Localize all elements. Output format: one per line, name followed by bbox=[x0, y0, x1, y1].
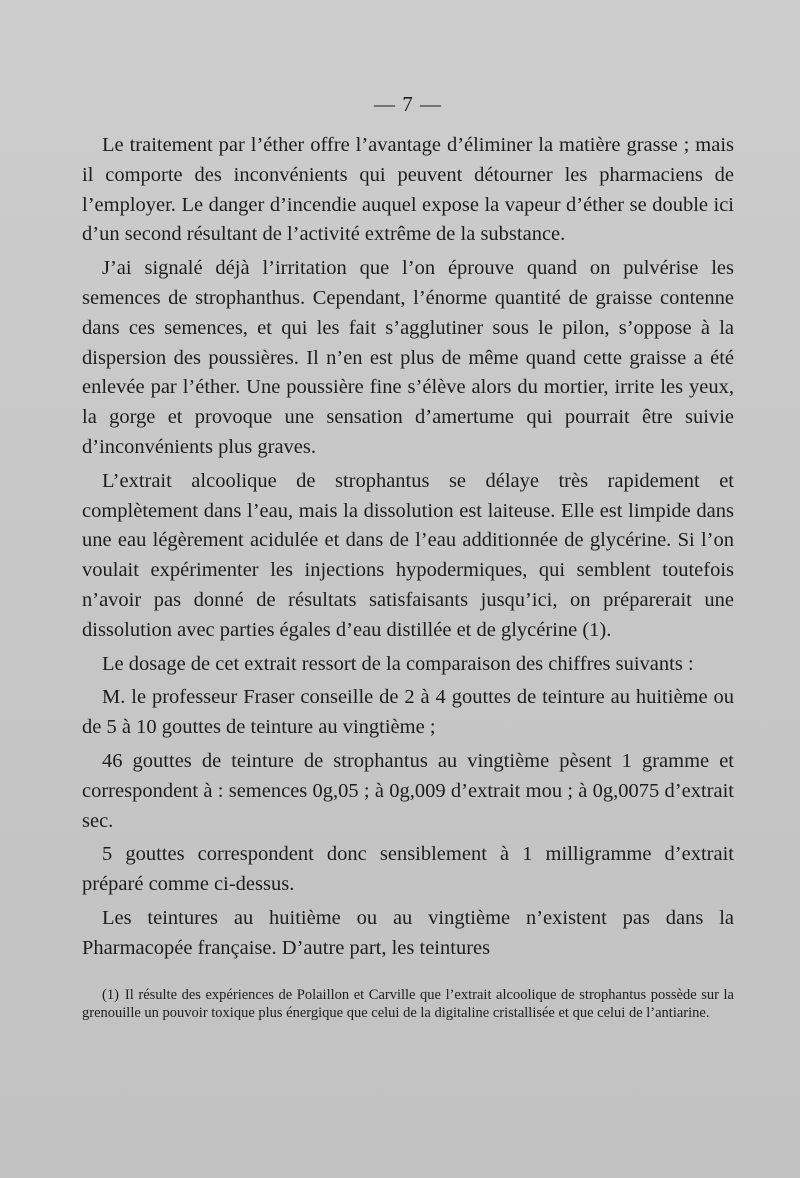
paragraph-tinctures: Les teintures au huitième ou au vingtième n’existent pas dans la Pharmacopée française. D’autre part, les teintures bbox=[82, 906, 734, 959]
footnote-text: Il résulte des expériences de Polaillon et Carville que l’extrait alcoolique de strophantus possède sur la grenouille un pouvoir toxique plus énergique que celui de la digitaline cristallisée et que celui de l’antiarine. bbox=[82, 986, 734, 1022]
footnote-ref: (1) bbox=[102, 986, 119, 1003]
footnote bbox=[82, 986, 734, 1023]
paragraph-fraser: M. le professeur Fraser conseille de 2 à 4 gouttes de teinture au huitième ou de 5 à 10 gouttes de teinture au vingtième ; bbox=[82, 686, 734, 739]
paragraph-alcoholic-extract: L’extrait alcoolique de strophantus se délaye très rapidement et complètement dans l’eau, mais la dissolution est laiteuse. Elle est limpide dans une eau légèrement acidulée et dans de l’eau additionnée de glycérine. Si l’on voulait expérimenter les injections hypodermiques, qui semblent toutefois n’avoir pas donné de résultats satisfaisants jusqu’ici, on préparerait une dissolution avec parties égales d’eau distillée et de glycérine (1). bbox=[82, 469, 734, 641]
paragraph-dosage-intro: Le dosage de cet extrait ressort de la comparaison des chiffres suivants : bbox=[102, 652, 694, 675]
paragraph-46-drops: 46 gouttes de teinture de strophantus au vingtième pèsent 1 gramme et correspondent à : semences 0g,05 ; à 0g,009 d’extrait mou ; à 0g,0075 d’extrait sec. bbox=[82, 749, 734, 832]
paragraph-5-drops: 5 gouttes correspondent donc sensiblement à 1 milligramme d’extrait préparé comme ci-dessus. bbox=[82, 843, 734, 896]
paragraph-irritation: J’ai signalé déjà l’irritation que l’on éprouve quand on pulvérise les semences de strophanthus. Cependant, l’énorme quantité de graisse contenne dans ces semences, et qui les fait s’agglutiner sous le pilon, s’oppose à la dispersion des poussières. Il n’en est plus de même quand cette graisse a été enlevée par l’éther. Une poussière fine s’élève alors du mortier, irrite les yeux, la gorge et provoque une sensation d’amertume qui pourrait être suivie d’inconvénients plus graves. bbox=[82, 257, 734, 458]
paragraph-ether-treatment: Le traitement par l’éther offre l’avantage d’éliminer la matière grasse ; mais il comporte des inconvénients qui peuvent détourner les pharmaciens de l’employer. Le danger d’incendie auquel expose la vapeur d’éther se double ici d’un second résultant de l’activité extrême de la substance. bbox=[82, 134, 734, 246]
page-number: — 7 — bbox=[374, 92, 442, 116]
